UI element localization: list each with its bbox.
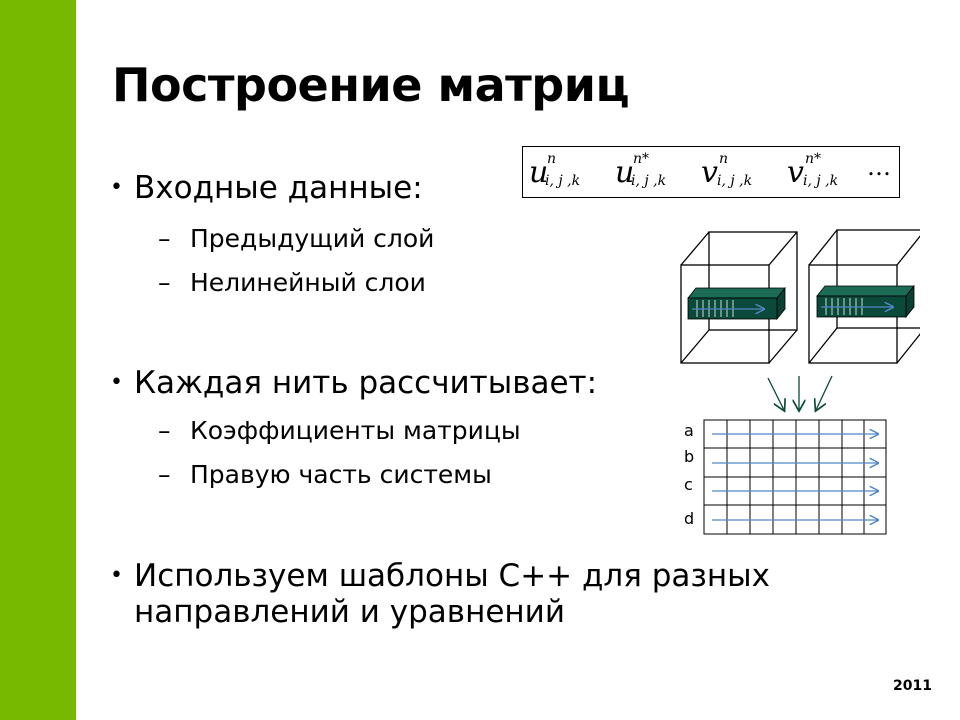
matrix-diagram xyxy=(660,220,920,545)
formula-box: u n i, j ,k u n* i, j ,k v n i, j ,k v n* i, j ,k … xyxy=(522,146,900,198)
sub-text: Правую часть системы xyxy=(190,460,492,489)
bullet-templates xyxy=(110,558,870,630)
matrix-grid xyxy=(704,420,886,534)
accent-sidebar xyxy=(0,0,76,720)
year-label: 2011 xyxy=(893,678,932,694)
row-label-b: b xyxy=(684,447,695,466)
bullet-each-thread xyxy=(110,365,597,401)
sub-right-hand-side xyxy=(158,460,492,489)
sub-nonlinear-layer xyxy=(158,268,426,297)
data-block-left xyxy=(688,288,785,319)
bullet-dot-icon: • xyxy=(110,175,123,200)
row-label-a: a xyxy=(684,421,694,440)
bullet-text: Используем шаблоны C++ для разных направлений и уравнений xyxy=(134,558,770,630)
dash-icon: – xyxy=(158,460,171,489)
bullet-dot-icon: • xyxy=(110,563,123,588)
sub-text: Нелинейный слои xyxy=(190,268,426,297)
dash-icon: – xyxy=(158,224,171,253)
row-label-d: d xyxy=(684,509,695,528)
row-label-c: c xyxy=(684,475,693,494)
sub-matrix-coefficients xyxy=(158,416,521,445)
ellipsis: … xyxy=(867,153,891,181)
bullet-input-data xyxy=(110,170,423,206)
dash-icon: – xyxy=(158,268,171,297)
converging-arrows xyxy=(768,376,832,410)
bullet-dot-icon: • xyxy=(110,370,123,395)
slide-title: Построение матриц xyxy=(112,58,630,112)
bullet-text: Каждая нить рассчитывает: xyxy=(134,365,598,401)
sub-previous-layer xyxy=(158,224,434,253)
sub-text: Коэффициенты матрицы xyxy=(190,416,521,445)
bullet-text: Входные данные: xyxy=(134,170,423,206)
dash-icon: – xyxy=(158,416,171,445)
sub-text: Предыдущий слой xyxy=(190,224,435,253)
data-block-right xyxy=(817,286,914,317)
